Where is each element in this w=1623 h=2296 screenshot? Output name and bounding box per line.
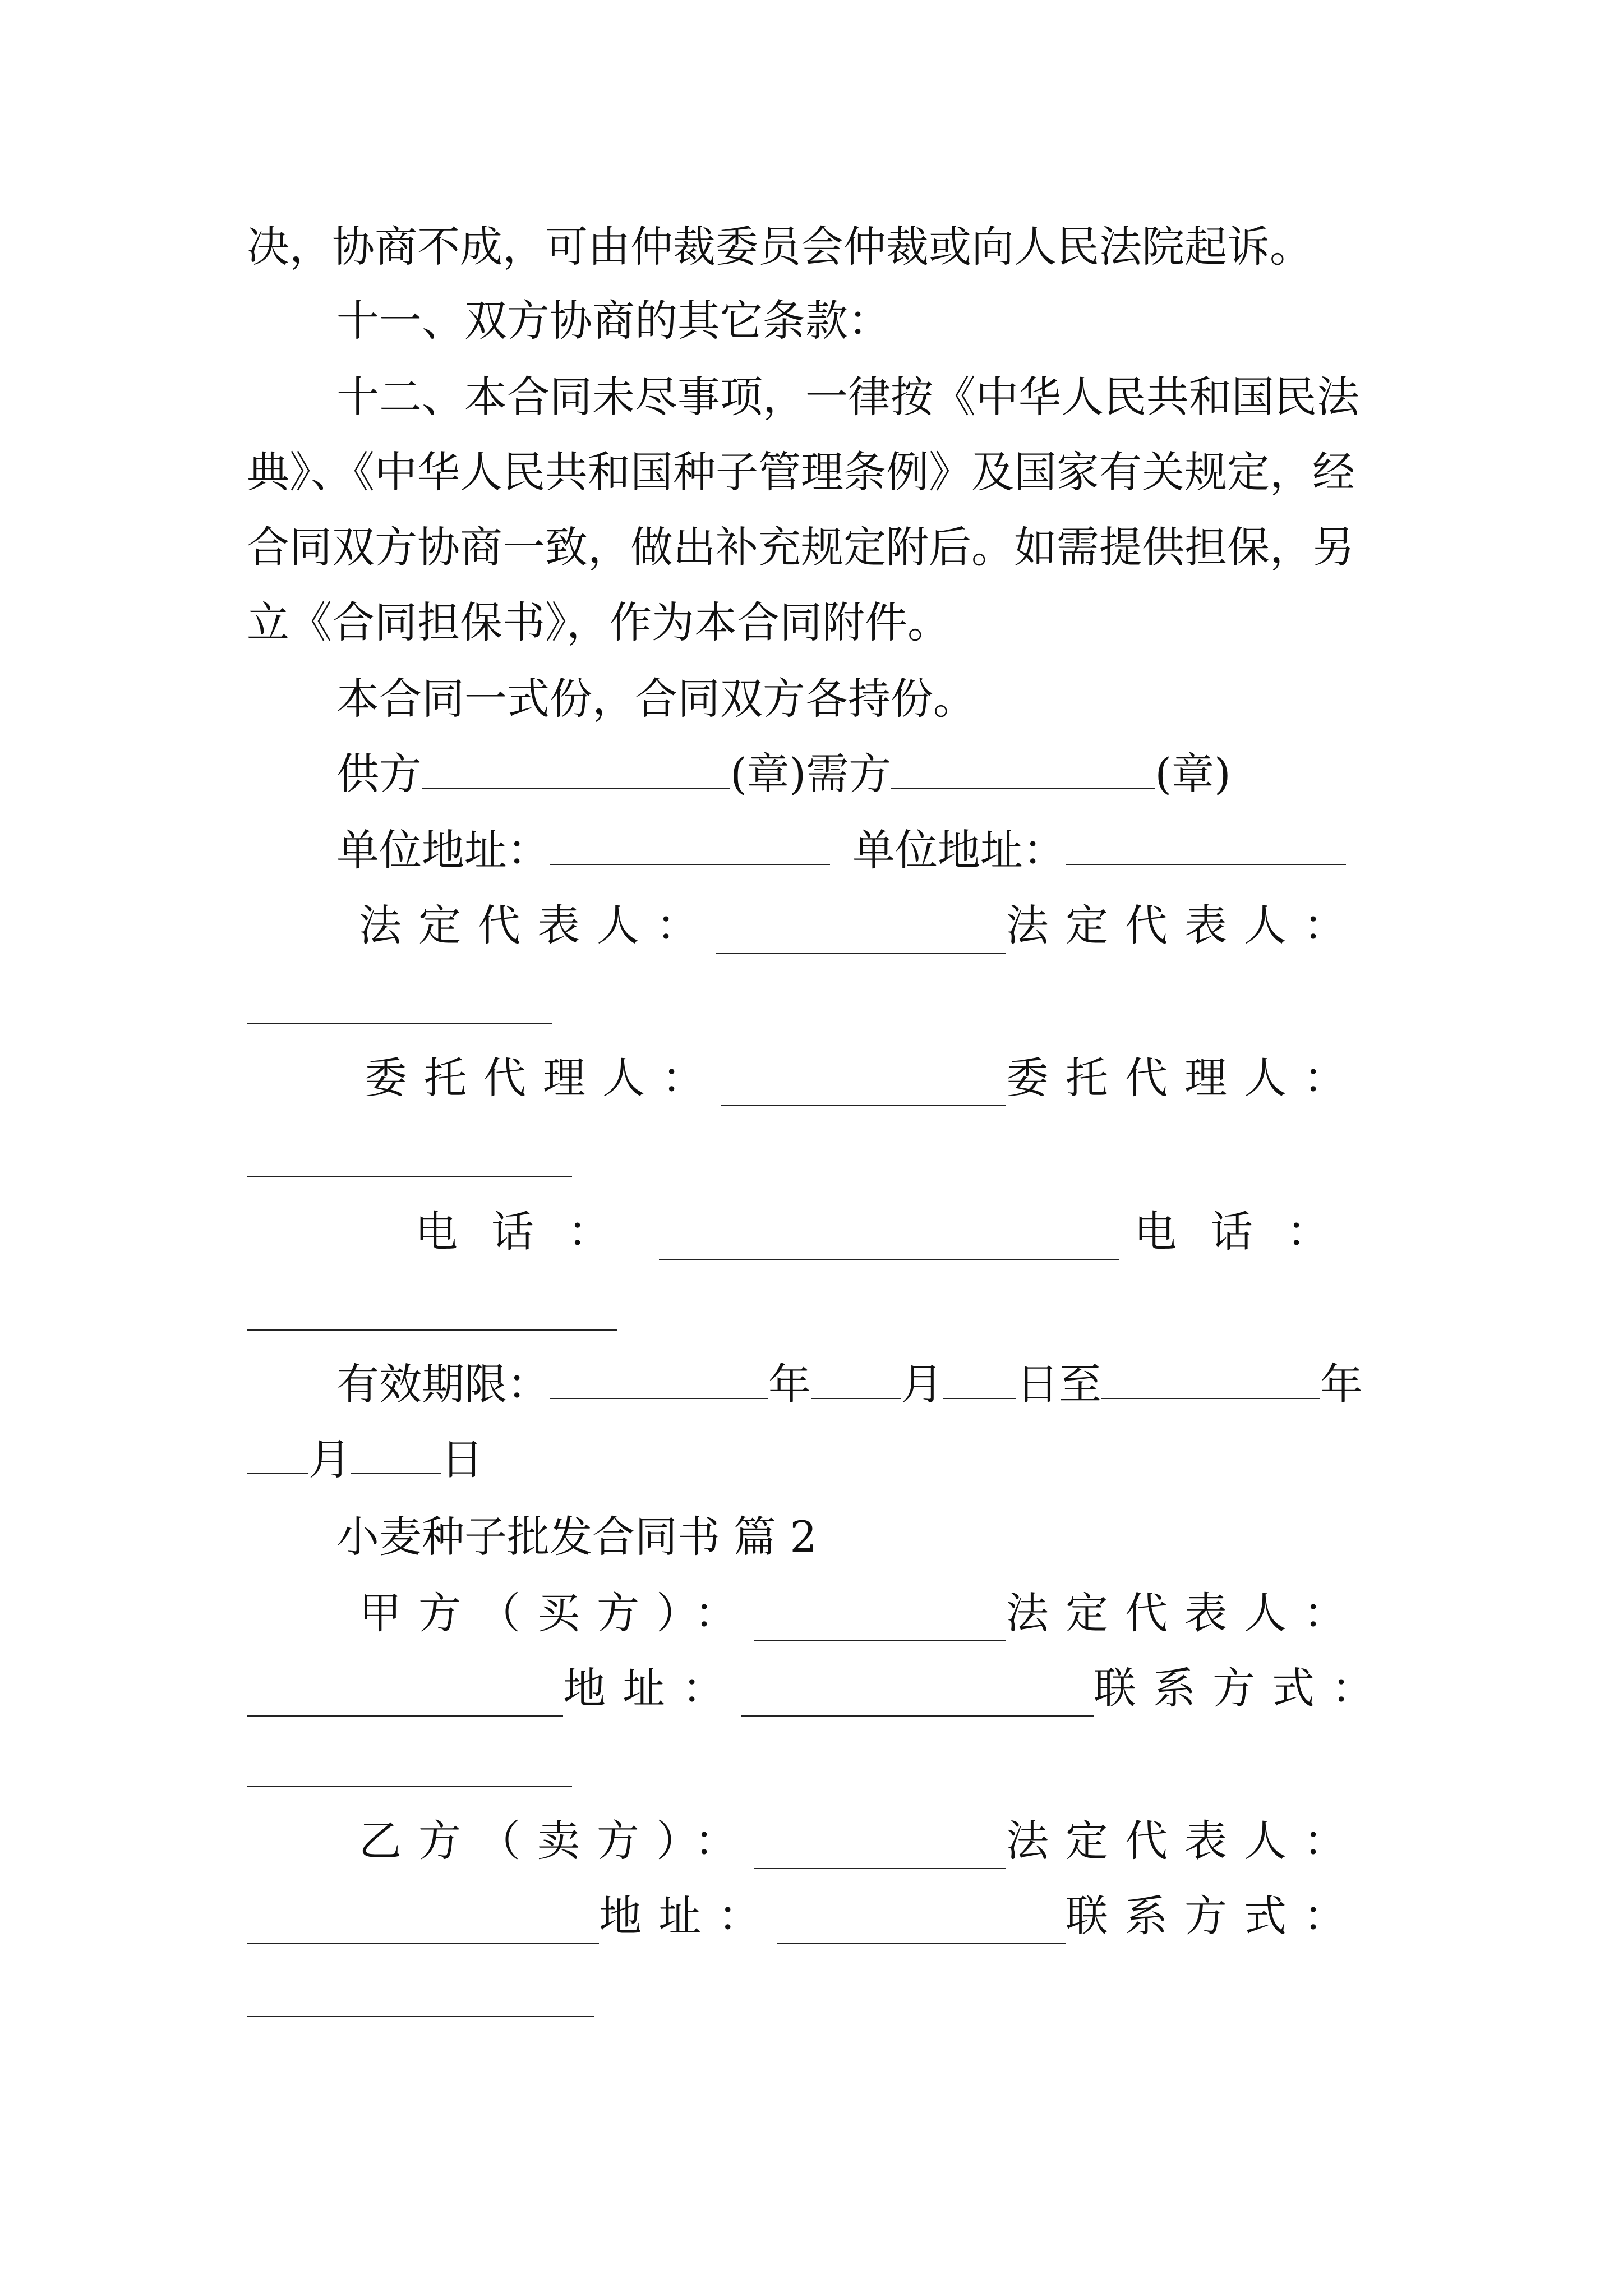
paragraph-clause-12-line3: 合同双方协商一致，做出补充规定附后。如需提供担保，另 [247,522,1355,572]
legal-rep-line [359,898,1363,954]
day-to-label: 日至 [1016,1359,1101,1409]
month-label: 月 [901,1359,943,1409]
party-b-contact-label: 联系方式： [1066,1891,1363,1941]
supplier-buyer-line [336,746,1391,802]
party-b-address-label: 地址： [599,1891,778,1941]
buyer-label: 需方 [806,749,892,799]
address-line [336,822,1391,878]
party-a-name-blank[interactable] [754,1601,1006,1641]
party-a-contact-blank[interactable] [247,1784,572,1787]
supplier-blank[interactable] [422,748,730,789]
supplier-label: 供方 [336,749,422,799]
party-a-address-label: 地址： [563,1663,742,1713]
validity-line-2 [247,1432,1391,1488]
paragraph-clause-12-line4: 立《合同担保书》，作为本合同附件。 [247,597,950,647]
buyer-seal: (章) [1155,749,1231,799]
validity-end-year-blank[interactable] [1101,1359,1320,1399]
paragraph-dispute: 决，协商不成，可由仲裁委员会仲裁或向人民法院起诉。 [247,222,1312,272]
party-b-name-blank[interactable] [754,1829,1006,1869]
party-b-line [359,1813,1363,1869]
supplier-agent-label: 委托代理人： [365,1053,721,1103]
section-title: 小麦种子批发合同书 篇 2 [336,1512,817,1562]
validity-start-month-blank[interactable] [811,1359,901,1399]
validity-start-year-blank[interactable] [550,1359,768,1399]
party-a-label: 甲方（买方）： [359,1588,754,1638]
buyer-legal-rep-label: 法定代表人： [1006,900,1363,950]
buyer-phone-blank[interactable] [247,1327,617,1331]
phone-line [415,1204,1363,1260]
validity-end-month-blank[interactable] [247,1434,308,1474]
buyer-legal-rep-blank[interactable] [247,1021,552,1024]
supplier-legal-rep-label: 法定代表人： [359,900,716,950]
buyer-phone-label: 电话： [1134,1207,1363,1257]
buyer-agent-label: 委托代理人： [1006,1053,1363,1103]
buyer-blank[interactable] [891,748,1155,789]
supplier-agent-blank[interactable] [721,1066,1006,1106]
party-b-label: 乙方（卖方）： [359,1816,754,1866]
validity-start-day-blank[interactable] [943,1359,1016,1399]
day-label: 日 [441,1434,483,1484]
party-a-legal-rep-blank[interactable] [247,1676,563,1717]
supplier-address-label: 单位地址： [336,825,550,875]
supplier-legal-rep-blank[interactable] [716,913,1006,954]
paragraph-clause-12-line2: 典》、《中华人民共和国种子管理条例》及国家有关规定，经 [247,447,1355,497]
validity-end-day-blank[interactable] [351,1434,441,1474]
party-b-contact-blank[interactable] [247,2014,594,2017]
party-a-contact-label: 联系方式： [1094,1663,1391,1713]
party-b-legal-rep-blank[interactable] [247,1904,599,1944]
validity-label: 有效期限： [336,1359,550,1409]
party-a-legal-rep-label: 法定代表人： [1006,1588,1363,1638]
buyer-agent-blank[interactable] [247,1174,572,1177]
party-b-line-2 [247,1888,1363,1944]
party-a-line [359,1585,1363,1641]
supplier-seal: (章) [730,749,806,799]
paragraph-copies: 本合同一式份，合同双方各持份。 [336,674,976,724]
month-label: 月 [308,1434,351,1484]
party-b-legal-rep-label: 法定代表人： [1006,1816,1363,1866]
supplier-phone-blank[interactable] [659,1220,1119,1260]
paragraph-clause-11: 十一、双方协商的其它条款： [336,296,891,346]
buyer-address-label: 单位地址： [852,825,1066,875]
supplier-phone-label: 电话： [415,1207,644,1257]
party-a-line-2 [247,1660,1391,1717]
paragraph-clause-12-line1: 十二、本合同未尽事项，一律按《中华人民共和国民法 [336,372,1359,422]
party-a-address-blank[interactable] [741,1676,1094,1717]
year-label: 年 [1320,1359,1363,1409]
validity-line [336,1356,1391,1412]
agent-line [365,1050,1363,1106]
year-label: 年 [768,1359,811,1409]
party-b-address-blank[interactable] [777,1904,1066,1944]
buyer-address-blank[interactable] [1066,825,1346,865]
supplier-address-blank[interactable] [550,825,830,865]
